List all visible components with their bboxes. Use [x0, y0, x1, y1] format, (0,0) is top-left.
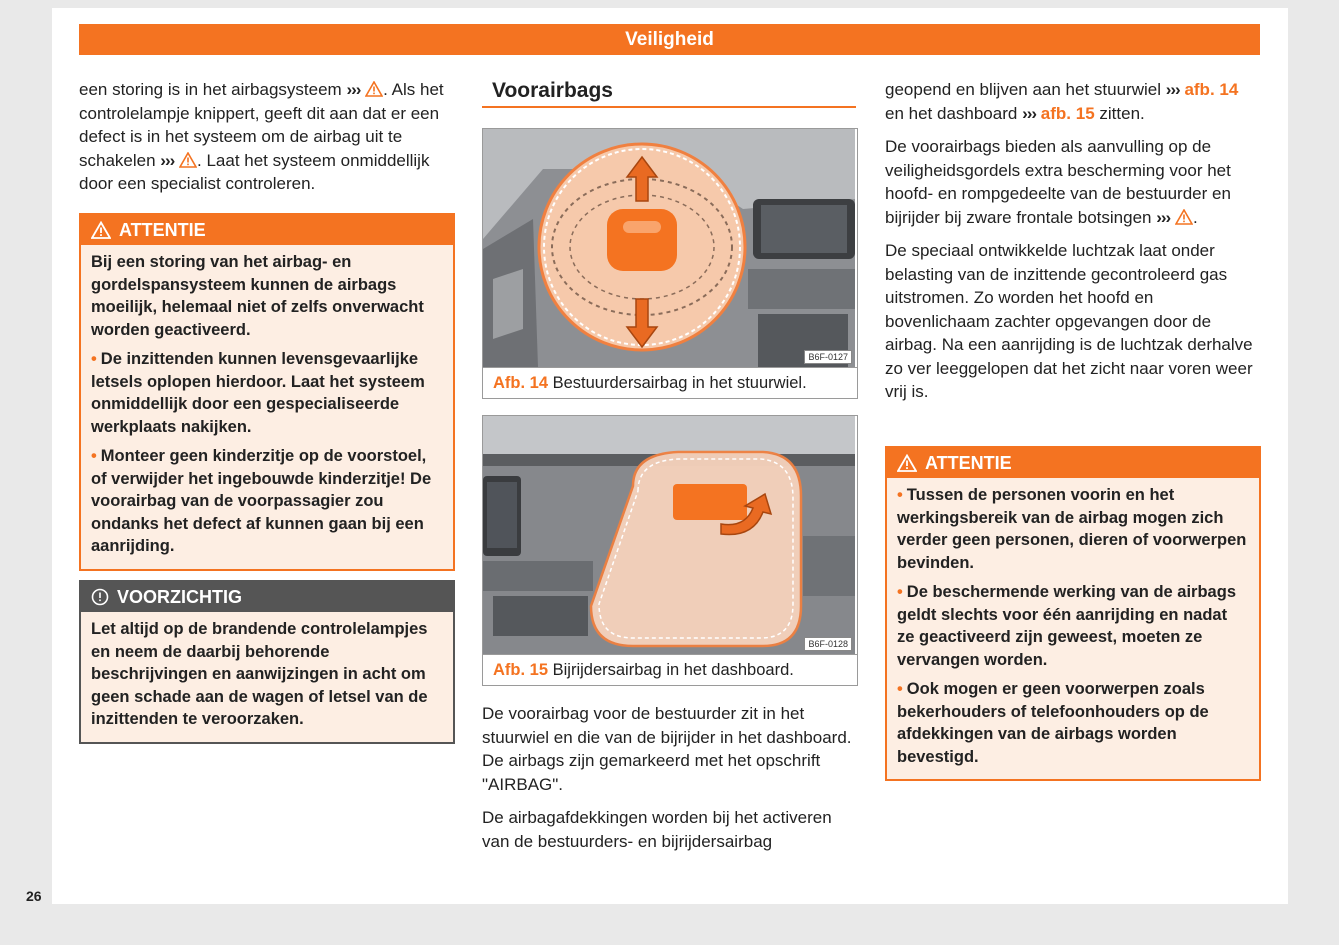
warning-icon	[1175, 209, 1193, 225]
paragraph: De voorairbag voor de bestuurder zit in het stuurwiel en die van de bijrijder in het dashboard. De airbags zijn gemarkeerd met het opschrift "AIRBAG".	[482, 704, 852, 794]
caution-text: Let altijd op de brandende controlelampjes en neem de daarbij behorende beschrijvingen en aanwijzingen in acht om geen schade aan de wagen of letsel van de inzittenden te veroorzaken.	[91, 620, 428, 728]
attention-bullet: • Ook mogen er geen voorwerpen zoals bekerhouders of telefoonhouders op de afdekkingen van de airbags worden bevestigd.	[897, 680, 1209, 766]
cross-ref-arrows: ›››	[1022, 103, 1037, 123]
attention-text: Bij een storing van het airbag- en gordelspansysteem kunnen de airbags moeilijk, helemaal niet of zelfs onverwacht worden geactiveerd.	[91, 253, 424, 339]
caution-body	[81, 612, 453, 742]
passenger-airbag-illustration	[483, 416, 855, 654]
intro-paragraph: een storing is in het airbagsysteem ››› . Als het controlelampje knippert, geeft dit aan dat er een defect is in het systeem om de airbag uit te schakelen ››› . Laat het systeem onmiddellijk door een specialist controleren.	[79, 80, 444, 193]
warning-icon	[365, 81, 383, 97]
paragraph: geopend en blijven aan het stuurwiel ››› afb. 14 en het dashboard ››› afb. 15 zitten.	[885, 80, 1239, 123]
attention-title: ATTENTIE	[81, 215, 453, 245]
cross-ref-arrows: ›››	[160, 150, 175, 170]
attention-box-right	[885, 446, 1261, 781]
figure-link[interactable]: afb. 14	[1184, 80, 1239, 99]
figure-link[interactable]: afb. 15	[1040, 103, 1095, 123]
caution-box	[79, 580, 455, 744]
figure-code: B6F-0128	[804, 637, 852, 651]
driver-airbag-illustration	[483, 129, 855, 367]
section-title: Voorairbags	[482, 76, 856, 108]
warning-icon	[179, 152, 197, 168]
attention-bullet: • Tussen de personen voorin en het werkingsbereik van de airbag mogen zich verder geen personen, dieren of voorwerpen bevinden.	[897, 486, 1247, 572]
figure-15	[482, 415, 858, 686]
paragraph: De airbagafdekkingen worden bij het activeren van de bestuurders- en bijrijdersairbag	[482, 808, 832, 851]
cross-ref-arrows: ›››	[346, 80, 361, 99]
middle-column-text	[482, 702, 857, 863]
right-column	[885, 78, 1260, 414]
warning-icon	[91, 221, 111, 239]
attention-bullet: • Monteer geen kinderzitje op de voorstoel, of verwijder het ingebouwde kinderzitje! De voorairbag van de voorpassagier zou ondanks het defect af kunnen gaan bij een aanrijding.	[91, 447, 432, 555]
page-header	[79, 24, 1260, 55]
cross-ref-arrows: ›››	[1165, 80, 1180, 99]
attention-title: ATTENTIE	[887, 448, 1259, 478]
figure-label: Afb. 15	[493, 661, 549, 679]
paragraph: De voorairbags bieden als aanvulling op de veiligheidsgordels extra bescherming voor het hoofd- en rompgedeelte van de bestuurder en bijrijder bij zware frontale botsingen ››› .	[885, 137, 1231, 227]
figure-code: B6F-0127	[804, 350, 852, 364]
left-column	[79, 78, 454, 206]
header-title: Veiligheid	[625, 29, 714, 50]
attention-bullet: • De inzittenden kunnen levensgevaarlijke letsels oplopen hierdoor. Laat het systeem onmiddellijk door een gespecialiseerde werkplaats nakijken.	[91, 350, 425, 436]
figure-caption: Afb. 14 Bestuurdersairbag in het stuurwiel.	[483, 367, 857, 398]
attention-box-left	[79, 213, 455, 571]
attention-body	[887, 478, 1259, 779]
attention-body	[81, 245, 453, 569]
attention-bullet: • De beschermende werking van de airbags geldt slechts voor één aanrijding en nadat ze geactiveerd zijn geweest, moeten ze vervangen worden.	[897, 583, 1236, 669]
info-circle-icon	[91, 588, 109, 606]
page-number: 26	[26, 888, 42, 904]
paragraph: De speciaal ontwikkelde luchtzak laat onder belasting van de inzittende gecontroleerd gas uitstromen. Zo worden het hoofd en bovenlichaam zachter opgevangen door de airbag. Na een aanrijding is de luchtzak derhalve zo ver leeggelopen dat het zicht naar voren weer vrij is.	[885, 241, 1253, 401]
cross-ref-arrows: ›››	[1156, 207, 1171, 227]
figure-caption: Afb. 15 Bijrijdersairbag in het dashboard.	[483, 654, 857, 685]
figure-14	[482, 128, 858, 399]
warning-icon	[897, 454, 917, 472]
figure-label: Afb. 14	[493, 374, 549, 392]
caution-title: VOORZICHTIG	[81, 582, 453, 612]
